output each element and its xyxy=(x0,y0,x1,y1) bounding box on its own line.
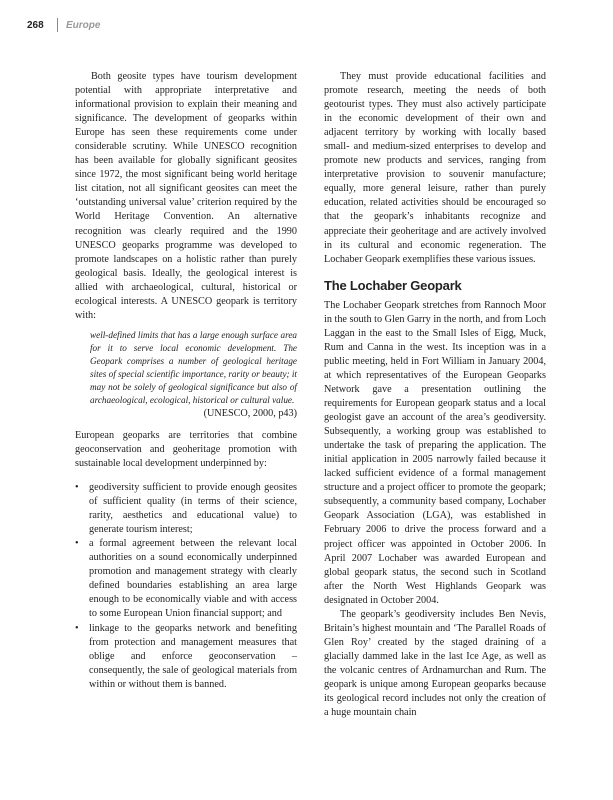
list-item-text: geodiversity sufficient to provide enough geosites of sufficient quality (in terms of their science, rarity, aesthetics and educational value) to generate tourism interest; xyxy=(89,482,297,536)
list-item xyxy=(75,537,297,621)
list-item-text: a formal agreement between the relevant local authorities on a sound economically underpinned promotion and management strategy with clearly defined boundaries establishing an area large enough to be economically viable and with access to some European Union financial support; and xyxy=(89,538,297,620)
right-paragraph-1: They must provide educational facilities and promote research, meeting the needs of both geotourist types. They must also actively participate in the economic development of their own and adjacent territory by working with locally based small- and medium-sized enterprises to develop and promote new products and services, ranging from interpretative provision to souvenir manufacture; equally, more general leisure, rather than purely education, related activities should be encouraged so that the geopark’s inhabitants recognize and appreciate their geoheritage and are actively involved in its cultural and economic regeneration. The Lochaber Geopark exemplifies these various issues. xyxy=(324,71,546,265)
bullet-icon: • xyxy=(75,482,79,494)
list-item xyxy=(75,622,297,692)
right-paragraph-3: The geopark’s geodiversity includes Ben Nevis, Britain’s highest mountain and ‘The Parallel Roads of Glen Roy’ created by the staged draining of a glacially dammed lake in the last Ice Age, as well as the volcanic centres of Ardnamurchan and Rum. The geopark is unique among European geoparks because its geological record includes not only the creation of a huge mountain chain xyxy=(324,608,546,719)
left-column xyxy=(75,70,297,692)
quote-citation: (UNESCO, 2000, p43) xyxy=(203,407,297,419)
header-divider xyxy=(57,18,58,32)
right-paragraph-2: The Lochaber Geopark stretches from Rannoch Moor in the south to Glen Garry in the north, and from Loch Laggan in the east to the Small Isles of Eigg, Muck, Rum and Canna in the west. Its inception was in a public meeting, held in Fort William in January 2004, at which representatives of the European Geoparks Network gave a presentation outlining the requirements for European geopark status and a local geologist gave an account of the area’s geodiversity. Subsequently, a working group was established to undertake the task of preparing the application. The initial application in 2005 narrowly failed because it lacked sufficient evidence of a formal management structure and a project officer to promote the geopark; subsequently, a community based company, Lochaber Geopark Association (LGA), was established in February 2006 to drive the process forward and a project officer was appointed in October 2006. In April 2007 Lochaber was awarded European and global geopark status, the second such in Scotland after the North West Highlands Geopark was designated in October 2004. xyxy=(324,299,546,606)
bullet-icon: • xyxy=(75,538,79,550)
running-head: Europe xyxy=(66,20,101,31)
bullet-icon: • xyxy=(75,622,79,634)
bullet-list xyxy=(75,481,297,692)
list-item xyxy=(75,481,297,537)
block-quote: well-defined limits that has a large enough surface area for it to serve local economic development. The Geopark comprises a number of geological heritage sites of special scientific importance, rarity or beauty; it may not be solely of geological significance but also of archaeological, ecological, historical or cultural value. xyxy=(90,329,297,405)
left-paragraph-2: European geoparks are territories that combine geoconservation and geoheritage promotion with sustainable local development underpinned by: xyxy=(75,429,297,469)
right-column xyxy=(324,70,546,720)
list-item-text: linkage to the geoparks network and benefiting from protection and management measures that oblige and enforce geoconservation – consequently, the sale of geological materials from within or without them is banned. xyxy=(89,622,297,690)
section-heading: The Lochaber Geopark xyxy=(324,277,462,293)
left-paragraph-1: Both geosite types have tourism development potential with appropriate interpretative and informational provision to explain their meaning and significance. The development of geoparks within Europe has seen these requirements come under considerable scrutiny. While UNESCO recognition has been available for globally significant geosites since 1972, the most significant being world heritage list citation, not all significant geosites can meet the ‘outstanding universal value’ criterion required by the World Heritage Convention. An alternative recognition was clearly required and the 1990 UNESCO geoparks programme was developed to promote landscapes on a holistic rather than purely geological basis. Ideally, the geological interest is allied with archaeological, cultural, historical or ecological interests. A UNESCO geopark is territory with: xyxy=(75,71,297,321)
page-number: 268 xyxy=(27,20,44,31)
